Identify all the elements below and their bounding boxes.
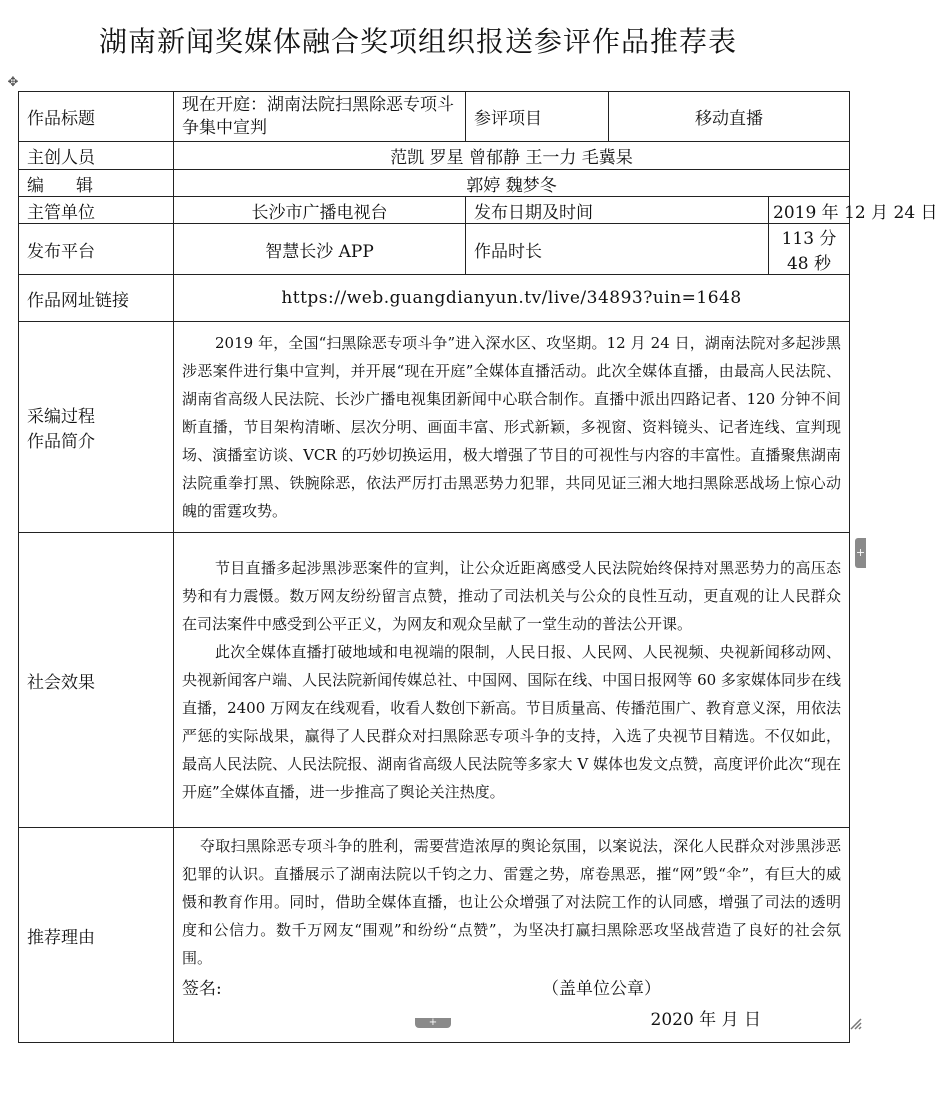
row-platform-duration <box>19 224 850 275</box>
work-title-label: 作品标题 <box>19 92 174 142</box>
reason-cell[interactable] <box>174 828 850 1043</box>
effect-label: 社会效果 <box>19 533 174 828</box>
effect-text-2: 此次全媒体直播打破地域和电视端的限制，人民日报、人民网、人民视频、央视新闻移动网、央视新闻客户端、人民法院新闻传媒总社、中国网、国际在线、中国日报网等 60 多家媒体同步在线直播，2400 万网友在线观看，收看人数创下新高。节目质量高、传播范围广、教育意义深，用依法严惩的实际战果，赢得了人民群众对扫黑除恶专项斗争的支持，入选了央视节目精选。不仅如此，最高人民法院、人民法院报、湖南省高级人民法院等多家大 V 媒体也发文点赞，高度评价此次“现在开庭”全媒体直播，进一步推高了舆论关注热度。 <box>182 643 841 801</box>
intro-cell[interactable] <box>174 322 850 533</box>
work-title-value[interactable]: 现在开庭：湖南法院扫黑除恶专项斗争集中宣判 <box>174 92 466 142</box>
creators-value[interactable]: 范凯 罗星 曾郁静 王一力 毛冀杲 <box>174 142 850 170</box>
unit-value[interactable]: 长沙市广播电视台 <box>174 197 466 224</box>
signature-label: 签名: <box>182 979 222 999</box>
recommendation-form-table <box>18 91 938 1043</box>
platform-label: 发布平台 <box>19 224 174 275</box>
unit-label: 主管单位 <box>19 197 174 224</box>
intro-label-line-1: 采编过程 <box>27 407 95 427</box>
duration-value[interactable]: 113 分 48 秒 <box>769 224 850 275</box>
signature-row <box>182 974 841 999</box>
row-unit-date <box>19 197 850 224</box>
row-url <box>19 275 850 322</box>
side-add-plus-icon[interactable]: + <box>855 538 866 568</box>
publish-date-label: 发布日期及时间 <box>466 197 769 224</box>
row-creators <box>19 142 850 170</box>
row-intro <box>19 322 850 533</box>
editors-value[interactable]: 郭婷 魏梦冬 <box>174 170 850 197</box>
row-work-title <box>19 92 850 142</box>
intro-label <box>19 322 174 533</box>
resize-corner-icon[interactable] <box>850 1018 862 1030</box>
document-title: 湖南新闻奖媒体融合奖项组织报送参评作品推荐表 <box>98 25 737 58</box>
platform-value[interactable]: 智慧长沙 APP <box>174 224 466 275</box>
effect-cell[interactable] <box>174 533 850 828</box>
url-label: 作品网址链接 <box>19 275 174 322</box>
intro-label-line-2: 作品简介 <box>27 432 95 452</box>
effect-text-1: 节目直播多起涉黑涉恶案件的宣判，让公众近距离感受人民法院始终保持对黑恶势力的高压态势和有力震慑。数万网友纷纷留言点赞，推动了司法机关与公众的良性互动，更直观的让人民群众在司法案件中感受到公平正义，为网友和观众呈献了一堂生动的普法公开课。 <box>182 559 841 633</box>
publish-date-value[interactable]: 2019 年 12 月 24 日 <box>769 197 850 224</box>
row-effect <box>19 533 850 828</box>
category-label: 参评项目 <box>466 92 609 142</box>
creators-label: 主创人员 <box>19 142 174 170</box>
url-value[interactable]: https://web.guangdianyun.tv/live/34893?uin=1648 <box>174 275 850 322</box>
row-reason <box>19 828 850 1043</box>
reason-label: 推荐理由 <box>19 828 174 1043</box>
seal-label: （盖单位公章） <box>542 979 661 999</box>
date-line: 2020 年 月 日 <box>650 1010 761 1030</box>
duration-label: 作品时长 <box>466 224 769 275</box>
editors-label: 编辑 <box>19 170 174 197</box>
category-value[interactable]: 移动直播 <box>609 92 850 142</box>
table-move-handle-icon[interactable]: ✥ <box>7 75 19 90</box>
bottom-add-plus-icon[interactable]: + <box>415 1018 451 1028</box>
reason-text: 夺取扫黑除恶专项斗争的胜利，需要营造浓厚的舆论氛围，以案说法，深化人民群众对涉黑涉恶犯罪的认识。直播展示了湖南法院以千钧之力、雷霆之势，席卷黑恶，摧“网”毁“伞”，有巨大的威慑和教育作用。同时，借助全媒体直播，也让公众增强了对法院工作的认同感，增强了司法的透明度和公信力。数千万网友“围观”和纷纷“点赞”，为坚决打赢扫黑除恶攻坚战营造了良好的社会氛围。 <box>182 837 841 967</box>
intro-text: 2019 年，全国“扫黑除恶专项斗争”进入深水区、攻坚期。12 月 24 日，湖南法院对多起涉黑涉恶案件进行集中宣判，并开展“现在开庭”全媒体直播活动。此次全媒体直播，由最高人民法院、湖南省高级人民法院、长沙广播电视集团新闻中心联合制作。直播中派出四路记者、120 分钟不间断直播，节目架构清晰、层次分明、画面丰富、形式新颖，多视窗、资料镜头、记者连线、宣判现场、演播室访谈、VCR 的巧妙切换运用，极大增强了节目的可视性与内容的丰富性。直播聚焦湖南法院重拳打黑、铁腕除恶，依法严厉打击黑恶势力犯罪，共同见证三湘大地扫黑除恶战场上惊心动魄的雷霆攻势。 <box>182 334 841 520</box>
row-editors <box>19 170 850 197</box>
